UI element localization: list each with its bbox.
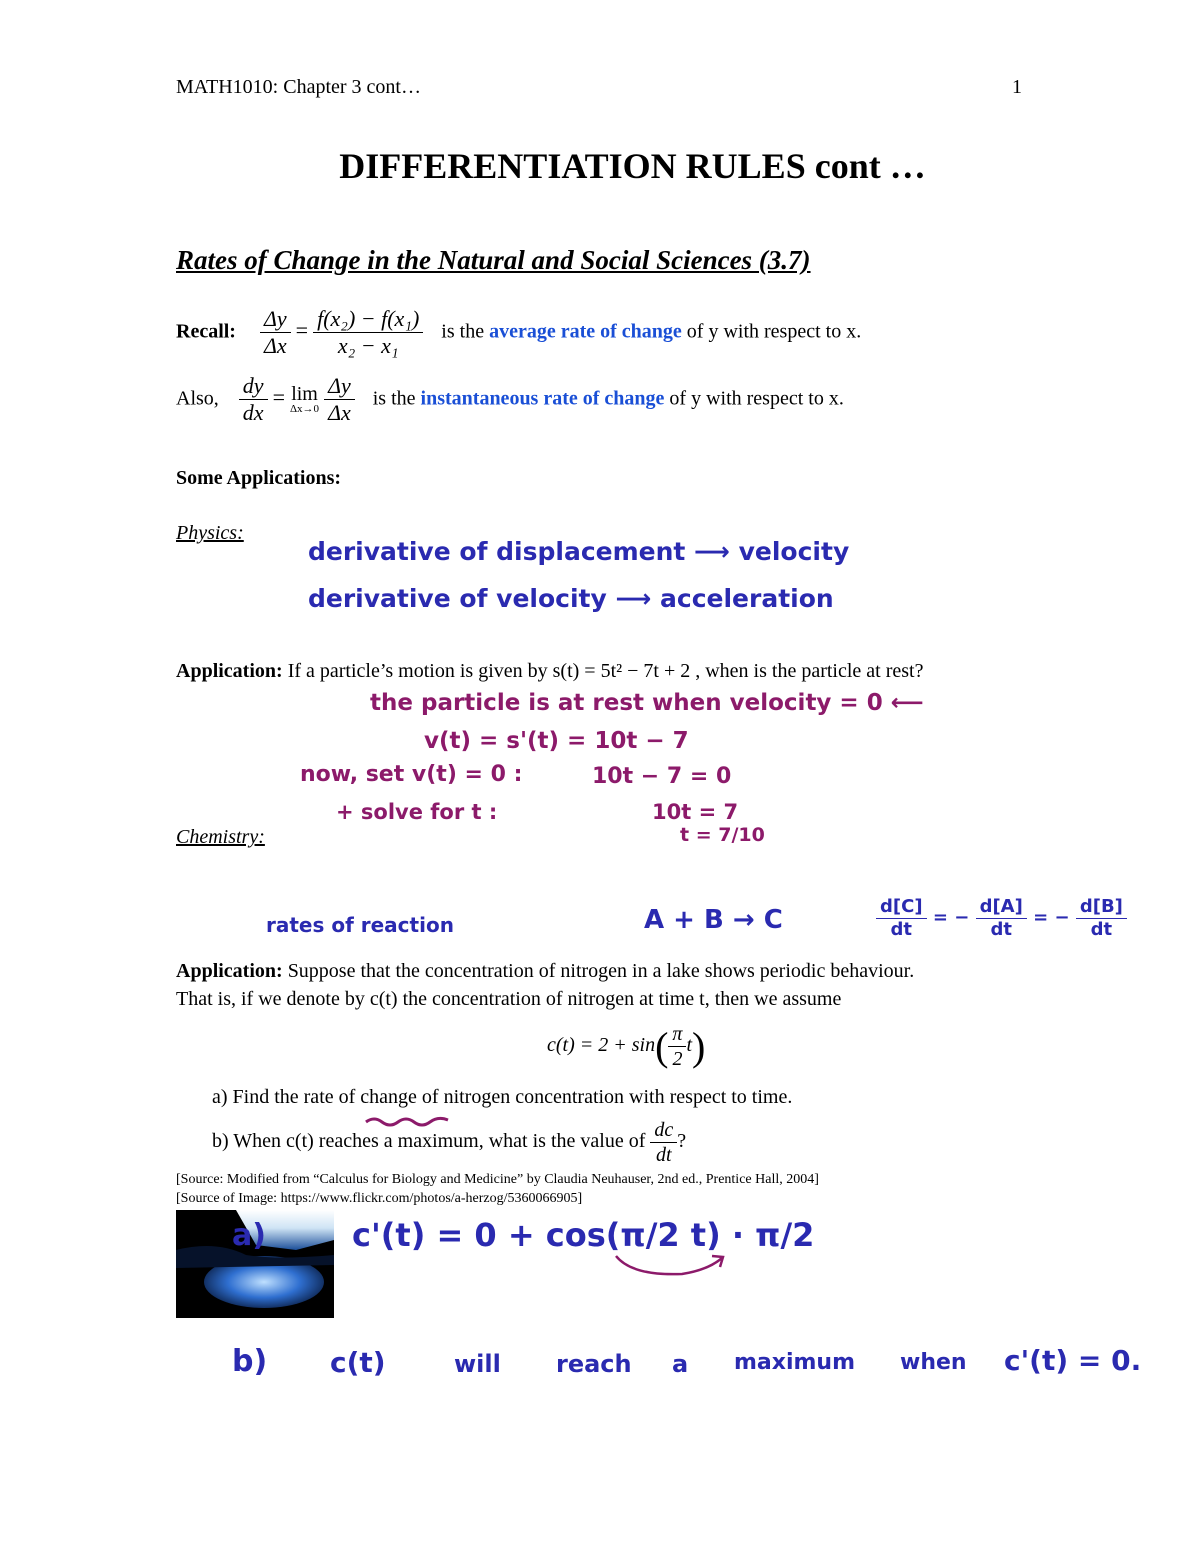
answer-b-condition: c'(t) = 0. — [1004, 1344, 1142, 1377]
equation-note-1: 10t − 7 = 0 — [592, 764, 732, 789]
recall-rhs-fraction: $\frac{\text{f(x₂) − f(x₁)}}{\text{x₂ − x₁}}$ — [313, 306, 423, 360]
part-b: b) When c(t) reaches a maximum, what is the value of $\frac{dc}{dt}$ ? — [212, 1119, 687, 1166]
source-citation: [Source: Modified from “Calculus for Biology and Medicine” by Claudia Neuhauser, 2nd ed., Prentice Hall, 2004] — [176, 1172, 819, 1187]
reaction-note: A + B → C — [644, 905, 783, 935]
rest-note: the particle is at rest when velocity = 0 ⟵ — [370, 690, 924, 716]
also-line: Also, $\frac{dy}{dx}$ = lim Δx→0 $\frac{\Delta y}{\Delta x}$ is the instantaneous rate of change of y with respect to x. — [176, 373, 844, 426]
page-title: DIFFERENTIATION RULES cont … — [339, 146, 926, 186]
answer-a-derivative: c'(t) = 0 + cos(π/2 t) · π/2 — [352, 1216, 815, 1254]
part-a: a) Find the rate of change of nitrogen concentration with respect to time. — [212, 1086, 793, 1108]
application2-line1: Application: Suppose that the concentration of nitrogen in a lake shows periodic behaviour. — [176, 960, 915, 982]
limit-symbol: lim Δx→0 — [289, 383, 320, 416]
answer-b-word-1: c(t) — [330, 1346, 386, 1379]
instantaneous-rate-highlight: instantaneous rate of change — [420, 387, 665, 410]
physics-note-line1: derivative of displacement ⟶ velocity — [308, 537, 850, 566]
physics-note-line2: derivative of velocity ⟶ acceleration — [308, 584, 834, 613]
section-heading: Rates of Change in the Natural and Social Sciences (3.7) — [176, 245, 811, 275]
recall-label: Recall: — [176, 320, 236, 343]
equation-note-3: t = 7/10 — [680, 824, 765, 846]
chemistry-label: Chemistry: — [176, 826, 265, 848]
set-note: now, set v(t) = 0 : — [300, 762, 523, 787]
answer-b-word-2: will — [454, 1350, 501, 1378]
application1-label: Application: — [176, 660, 283, 682]
equation-note-2: 10t = 7 — [652, 800, 739, 824]
answer-b-label: b) — [232, 1344, 268, 1379]
answer-b-word-6: when — [900, 1350, 967, 1375]
nitrogen-formula: c(t) = 2 + sin( $\frac{\pi}{2}$ t) — [547, 1023, 706, 1070]
application2-line2: That is, if we denote by c(t) the concentration of nitrogen at time t, then we assume — [176, 988, 842, 1010]
answer-b-word-4: a — [672, 1350, 689, 1378]
chain-rule-arrow — [612, 1252, 732, 1286]
recall-lhs-fraction: $\frac{\Delta y}{\Delta x}$ — [260, 306, 291, 360]
image-source: [Source of Image: https://www.flickr.com/photos/a-herzog/5360066905] — [176, 1191, 583, 1206]
also-rhs-fraction: $\frac{\Delta y}{\Delta x}$ — [324, 373, 355, 427]
rates-note: rates of reaction — [266, 913, 454, 937]
applications-heading: Some Applications: — [176, 467, 342, 489]
application1-text: If a particle’s motion is given by s(t) = 5t² − 7t + 2 , when is the particle at rest? — [287, 660, 924, 682]
application2-label: Application: — [176, 960, 283, 982]
physics-label: Physics: — [176, 522, 244, 544]
recall-line: Recall: $\frac{\Delta y}{\Delta x}$ = $\frac{\text{f(x₂) − f(x₁)}}{\text{x₂ − x₁}}$ is the average rate of change of y with respect to x. — [176, 306, 862, 359]
application1-line — [176, 660, 923, 683]
course-header: MATH1010: Chapter 3 cont… — [176, 76, 421, 98]
average-rate-highlight: average rate of change — [489, 320, 682, 343]
also-lhs-fraction: $\frac{dy}{dx}$ — [239, 373, 268, 427]
solve-note: + solve for t : — [336, 800, 498, 824]
answer-b-word-3: reach — [556, 1350, 632, 1378]
also-label: Also, — [176, 387, 219, 410]
answer-a-label: a) — [232, 1218, 266, 1253]
page-number: 1 — [1012, 76, 1022, 98]
answer-b-word-5: maximum — [734, 1350, 856, 1375]
rate-relation-note: $\frac{d[C]}{dt}$ = − $\frac{d[A]}{dt}$ = − $\frac{d[B]}{dt}$ — [876, 896, 1127, 940]
velocity-note: v(t) = s'(t) = 10t − 7 — [424, 728, 689, 754]
